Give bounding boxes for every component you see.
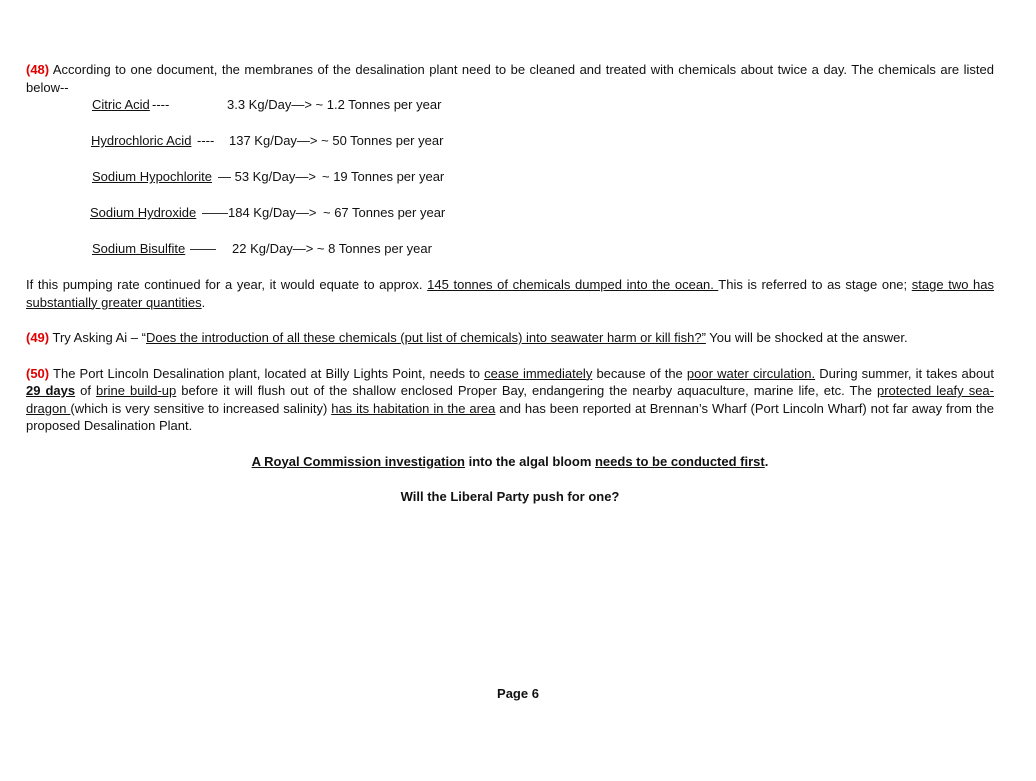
summary-period: . — [201, 294, 206, 310]
underlined-sea-dragon: protected leafy sea-dragon — [26, 383, 994, 416]
paragraph-49-tail: You will be shocked at the answer. — [705, 330, 908, 345]
chemical-row — [26, 96, 994, 132]
paragraph-49-question: Does the introduction of all these chemicals (put list of chemicals) into seawater harm or kill fish?” — [145, 330, 706, 345]
bold-days: 29 days — [26, 383, 76, 398]
paragraph-50-text: (which is very sensitive to increased salinity) — [70, 400, 332, 416]
summary-underlined-stage-two: stage two has substantially greater quantities — [26, 277, 995, 310]
chemical-name: Sodium Hydroxide — [90, 205, 197, 220]
underlined-cease: cease immediately — [484, 365, 593, 381]
item-number-48: (48) — [26, 62, 50, 77]
summary-text: If this pumping rate continued for a year, it would equate to approx. — [26, 277, 428, 292]
chemical-row — [26, 240, 994, 276]
paragraph-49-text: Try Asking Ai – “ — [49, 330, 146, 345]
item-number-49: (49) — [26, 330, 50, 345]
chemical-rate: 137 Kg/Day—> ~ 50 Tonnes per year — [229, 133, 444, 148]
chemical-separator: — 53 Kg/Day—> — [218, 169, 316, 184]
closing-question: Will the Liberal Party push for one? — [400, 489, 620, 504]
chemical-separator: —— — [190, 241, 216, 256]
paragraph-50-text: During summer, it takes about — [815, 365, 995, 381]
paragraph-48 — [26, 61, 994, 96]
chemical-rate: ~ 19 Tonnes per year — [322, 169, 445, 184]
chemical-rate: 3.3 Kg/Day—> ~ 1.2 Tonnes per year — [227, 97, 442, 112]
chemical-name: Hydrochloric Acid — [91, 133, 192, 148]
underlined-circulation: poor water circulation. — [686, 365, 816, 381]
closing-period: . — [764, 453, 769, 469]
summary-underlined-total: 145 tonnes of chemicals dumped into the ocean. — [427, 277, 719, 292]
summary-paragraph — [26, 276, 994, 311]
chemical-rate: 22 Kg/Day—> ~ 8 Tonnes per year — [232, 241, 432, 256]
chemical-name: Sodium Bisulfite — [92, 241, 186, 256]
underlined-habitation: has its habitation in the area — [331, 400, 496, 416]
chemical-separator: ——184 Kg/Day—> — [202, 205, 317, 220]
underlined-royal-commission: A Royal Commission investigation — [251, 453, 465, 469]
paragraph-49 — [26, 329, 994, 347]
paragraph-48-text: According to one document, the membranes of the desalination plant need to be cleaned and treated with chemicals about twice a day. The chemicals are listed below-- — [26, 62, 994, 95]
chemical-rate: ~ 67 Tonnes per year — [323, 205, 446, 220]
paragraph-50-text: before it will flush out of the shallow enclosed Proper Bay, endangering the nearby aquaculture, marine life, etc. The — [176, 383, 877, 398]
chemical-row — [26, 168, 994, 204]
paragraph-50-text: because of the — [592, 365, 687, 381]
chemical-row — [26, 132, 994, 168]
document-body — [26, 61, 994, 506]
item-number-50: (50) — [26, 365, 50, 381]
chemical-list — [26, 96, 994, 276]
summary-text-stage: This is referred to as stage one; — [718, 277, 912, 292]
chemical-name: Citric Acid — [92, 97, 150, 112]
paragraph-50-text: and has been reported at Brennan’s Wharf (Port Lincoln Wharf) not far away from the proposed Desalination Plant. — [26, 400, 995, 433]
chemical-separator: ---- — [197, 133, 215, 148]
underlined-brine: brine build-up — [96, 383, 177, 398]
chemical-name: Sodium Hypochlorite — [92, 169, 212, 184]
royal-commission-line — [26, 453, 994, 471]
closing-text: into the algal bloom — [464, 453, 595, 469]
page-number: Page 6 — [497, 686, 539, 701]
chemical-separator: ---- — [152, 97, 170, 112]
paragraph-50 — [26, 365, 994, 435]
paragraph-50-text: of — [75, 383, 97, 398]
paragraph-50-text: The Port Lincoln Desalination plant, located at Billy Lights Point, needs to — [49, 365, 485, 381]
chemical-row — [26, 204, 994, 240]
underlined-conducted-first: needs to be conducted first — [594, 453, 765, 469]
